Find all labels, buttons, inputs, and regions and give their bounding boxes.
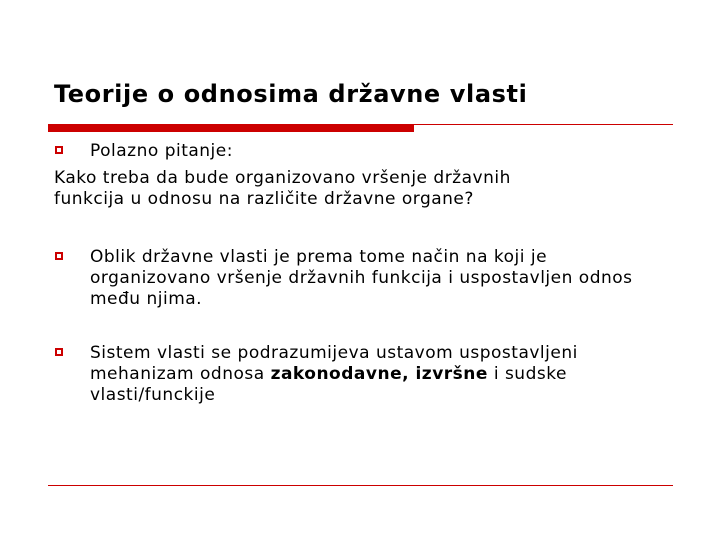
hollow-square-bullet-icon bbox=[55, 348, 63, 356]
bullet-1-line-3: funkcija u odnosu na različite državne organe? bbox=[54, 189, 474, 209]
bullet-1-line-2: Kako treba da bude organizovano vršenje državnih bbox=[54, 168, 511, 188]
hollow-square-bullet-icon bbox=[55, 146, 63, 154]
bullet-2-text: Oblik državne vlasti je prema tome način na koji je organizovano vršenje državnih funkcija i uspostavljen odnos među njima. bbox=[90, 247, 633, 309]
slide-title: Teorije o odnosima državne vlasti bbox=[54, 80, 528, 108]
title-underline-thick bbox=[48, 124, 414, 132]
bullet-1-label: Polazno pitanje: bbox=[90, 141, 233, 161]
bottom-rule bbox=[48, 485, 673, 486]
bullet-3-part-2: i sudske vlasti/funckije bbox=[90, 364, 567, 405]
bullet-1-body bbox=[54, 168, 614, 210]
hollow-square-bullet-icon bbox=[55, 252, 63, 260]
bullet-3-part-1: Sistem vlasti se podrazumijeva ustavom uspostavljeni mehanizam odnosa bbox=[90, 343, 578, 384]
bullet-3-text bbox=[90, 343, 670, 406]
bullet-3-bold: zakonodavne, izvršne bbox=[270, 364, 488, 384]
title-underline-thin bbox=[414, 124, 673, 125]
